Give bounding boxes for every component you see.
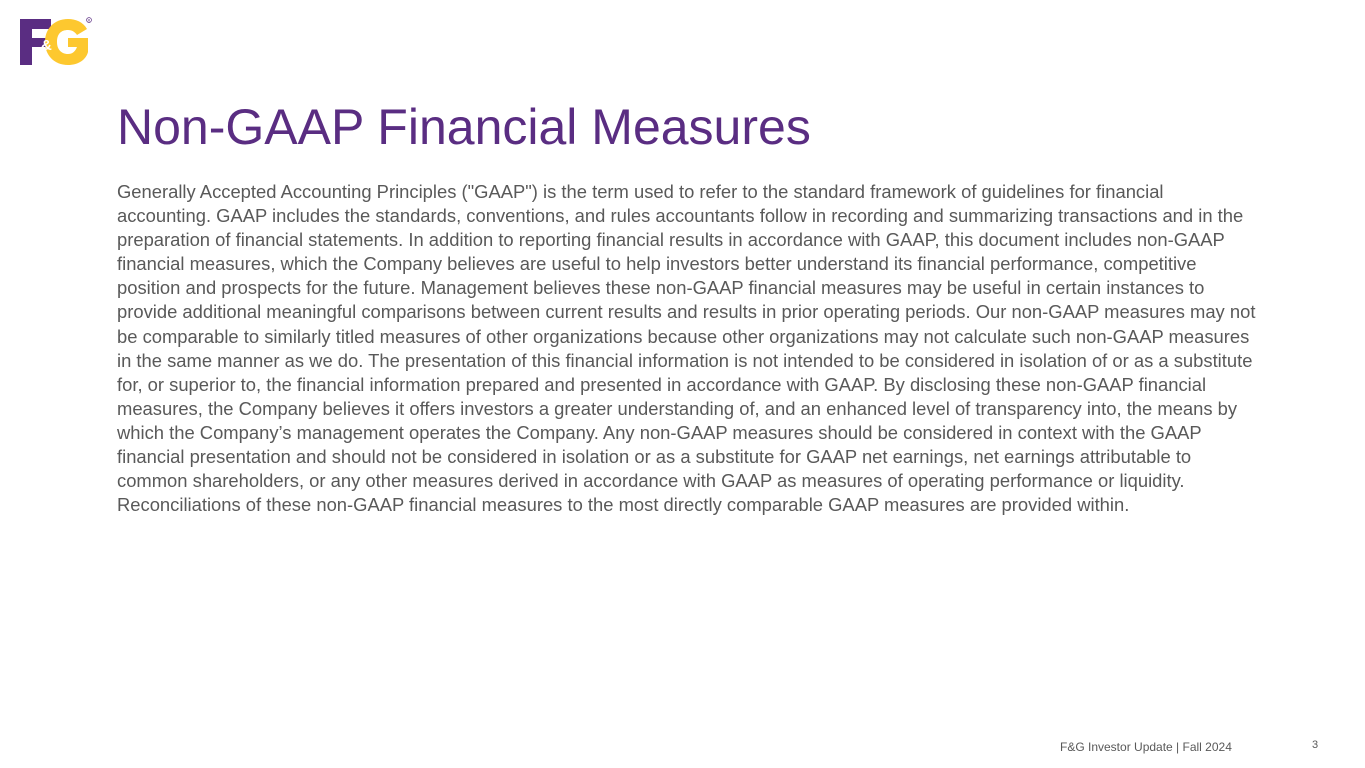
fg-logo-icon <box>20 16 92 68</box>
svg-text:R: R <box>87 18 91 23</box>
svg-text:&: & <box>41 37 52 54</box>
footer-label: F&G Investor Update | Fall 2024 <box>1060 740 1232 754</box>
page-title: Non-GAAP Financial Measures <box>117 99 811 155</box>
body-paragraph: Generally Accepted Accounting Principles ("GAAP") is the term used to refer to the standard framework of guidelines for financial accounting. GAAP includes the standards, conventions, and rules accountants follow in recording and summarizing transactions and in the preparation of financial statements. In addition to reporting financial results in accordance with GAAP, this document includes non-GAAP financial measures, which the Company believes are useful to help investors better understand its financial performance, competitive position and prospects for the future. Management believes these non-GAAP financial measures may be useful in certain instances to provide additional meaningful comparisons between current results and results in prior operating periods. Our non-GAAP measures may not be comparable to similarly titled measures of other organizations because other organizations may not calculate such non-GAAP measures in the same manner as we do. The presentation of this financial information is not intended to be considered in isolation of or as a substitute for, or superior to, the financial information prepared and presented in accordance with GAAP. By disclosing these non-GAAP financial measures, the Company believes it offers investors a greater understanding of, and an enhanced level of transparency into, the means by which the Company’s management operates the Company. Any non-GAAP measures should be considered in context with the GAAP financial presentation and should not be considered in isolation or as a substitute for GAAP net earnings, net earnings attributable to common shareholders, or any other measures derived in accordance with GAAP as measures of operating performance or liquidity. Reconciliations of these non-GAAP financial measures to the most directly comparable GAAP measures are provided within. <box>117 181 1256 516</box>
page-number: 3 <box>1312 739 1319 751</box>
